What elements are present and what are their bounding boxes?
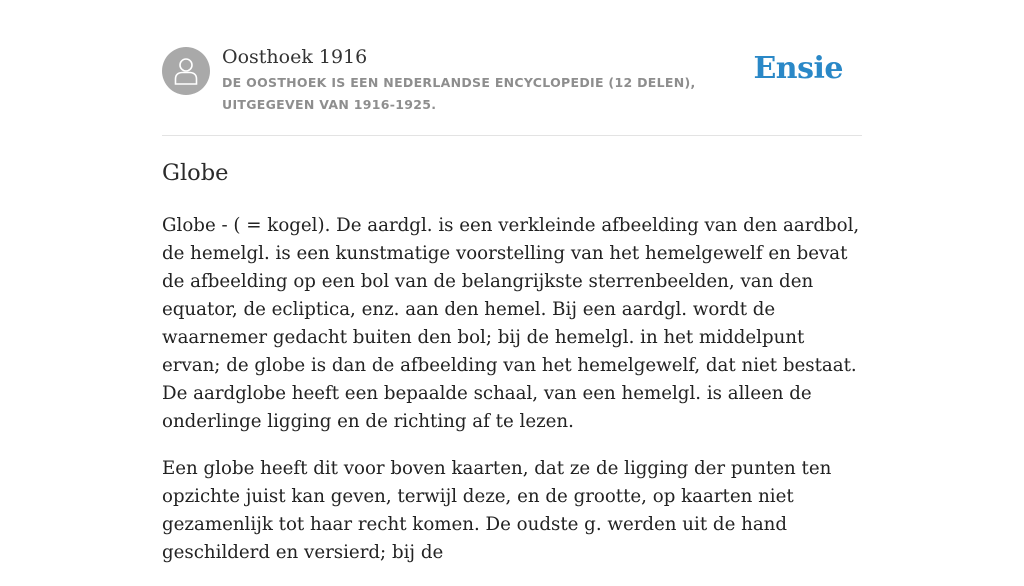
source-description: DE OOSTHOEK IS EEN NEDERLANDSE ENCYCLOPEDIE (12 DELEN), UITGEGEVEN VAN 1916-1925. <box>222 75 696 112</box>
article-body <box>162 212 868 586</box>
avatar[interactable] <box>162 47 210 95</box>
ensie-logo[interactable]: Ensie <box>753 51 843 86</box>
article-paragraph: Globe - ( = kogel). De aardgl. is een verkleinde afbeelding van den aardbol, de hemelgl. is een kunstmatige voorstelling van het hemelgewelf en bevat de afbeelding op een bol van de belangrijkste sterrenbeelden, van den equator, de ecliptica, enz. aan den hemel. Bij een aardgl. wordt de waarnemer gedacht buiten den bol; bij de hemelgl. in het middelpunt ervan; de globe is dan de afbeelding van het hemelgewelf, dat niet bestaat. De aardglobe heeft een bepaalde schaal, van een hemelgl. is alleen de onderlinge ligging en de richting af te lezen. <box>162 215 860 432</box>
article-paragraph: Een globe heeft dit voor boven kaarten, dat ze de ligging der punten ten opzichte juist kan geven, terwijl deze, en de grootte, op kaarten niet gezamenlijk tot haar recht komen. De oudste g. werden uit de hand geschilderd en versierd; bij de <box>162 458 832 563</box>
source-name[interactable]: Oosthoek 1916 <box>222 46 368 68</box>
article-title: Globe <box>162 160 229 186</box>
user-icon <box>174 56 198 85</box>
source-header <box>162 46 862 136</box>
